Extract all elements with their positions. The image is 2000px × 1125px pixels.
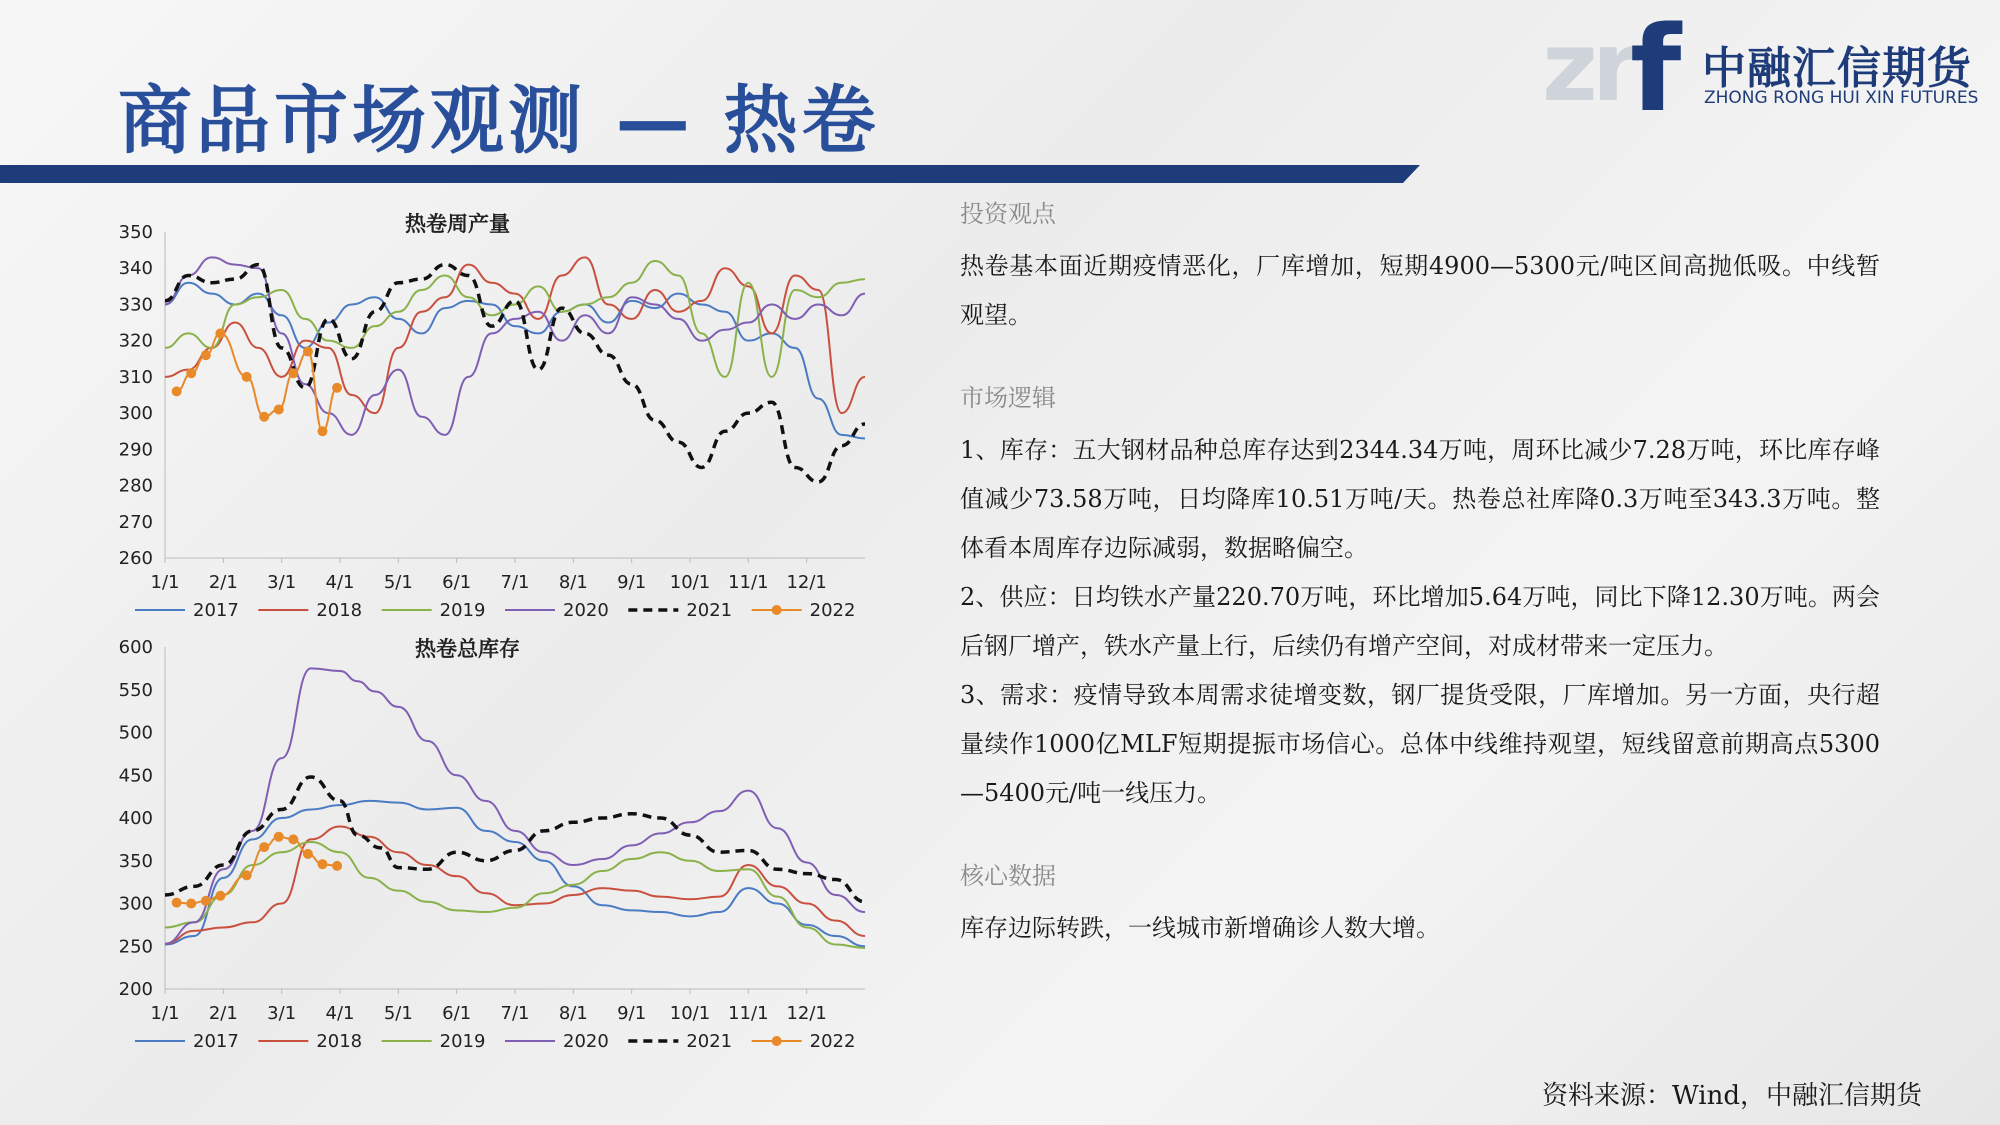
data-point-2022 bbox=[172, 386, 182, 396]
x-tick-label: 4/1 bbox=[325, 1003, 355, 1024]
legend-label: 2020 bbox=[563, 600, 609, 621]
paragraph: 库存边际转跌，一线城市新增确诊人数大增。 bbox=[960, 914, 1440, 942]
x-tick-label: 6/1 bbox=[442, 572, 472, 593]
x-tick-label: 12/1 bbox=[786, 1003, 827, 1024]
series-line-2020 bbox=[165, 668, 865, 943]
title-underline-bar bbox=[0, 165, 1420, 183]
data-point-2022 bbox=[303, 849, 313, 859]
y-tick-label: 350 bbox=[118, 222, 153, 243]
y-tick-label: 270 bbox=[118, 511, 153, 533]
data-point-2022 bbox=[288, 368, 298, 378]
section-title: 投资观点 bbox=[960, 200, 1056, 228]
x-tick-label: 3/1 bbox=[267, 572, 297, 593]
y-tick-label: 600 bbox=[118, 637, 153, 658]
legend-label: 2022 bbox=[809, 600, 856, 621]
x-tick-label: 5/1 bbox=[383, 572, 413, 593]
y-tick-label: 500 bbox=[118, 722, 153, 744]
legend-label: 2021 bbox=[686, 1031, 733, 1052]
x-tick-label: 1/1 bbox=[150, 1003, 180, 1024]
logo-letter: f bbox=[1630, 0, 1682, 138]
x-tick-label: 7/1 bbox=[500, 572, 530, 593]
x-tick-label: 12/1 bbox=[786, 572, 827, 593]
legend-marker-2022 bbox=[772, 605, 782, 615]
x-tick-label: 7/1 bbox=[500, 1003, 530, 1024]
y-tick-label: 260 bbox=[118, 548, 153, 569]
x-tick-label: 6/1 bbox=[442, 1003, 472, 1024]
logo-english-name: ZHONG RONG HUI XIN FUTURES bbox=[1704, 88, 1979, 108]
legend-label: 2017 bbox=[193, 600, 239, 621]
section-investment-view bbox=[960, 196, 1880, 340]
section-market-logic bbox=[960, 380, 1880, 818]
x-tick-label: 9/1 bbox=[617, 1003, 647, 1024]
header bbox=[0, 0, 2000, 190]
data-point-2022 bbox=[318, 859, 328, 869]
x-tick-label: 11/1 bbox=[728, 572, 769, 593]
data-point-2022 bbox=[274, 404, 284, 414]
chart-title: 热卷总库存 bbox=[415, 637, 520, 661]
legend-label: 2018 bbox=[316, 1031, 363, 1052]
x-tick-label: 5/1 bbox=[383, 1003, 413, 1024]
paragraph: 2、供应：日均铁水产量220.70万吨，环比增加5.64万吨，同比下降12.30万吨。两会后钢厂增产，铁水产量上行，后续仍有增产空间，对成材带来一定压力。 bbox=[960, 583, 1880, 660]
y-tick-label: 290 bbox=[118, 439, 153, 461]
legend-label: 2017 bbox=[193, 1031, 239, 1052]
y-tick-label: 400 bbox=[118, 808, 153, 829]
data-point-2022 bbox=[288, 834, 298, 844]
data-point-2022 bbox=[259, 842, 269, 852]
x-tick-label: 2/1 bbox=[208, 572, 238, 593]
legend-marker-2022 bbox=[772, 1036, 782, 1046]
y-tick-label: 300 bbox=[118, 893, 153, 915]
section-title: 市场逻辑 bbox=[960, 384, 1056, 412]
logo-chinese-name: 中融汇信期货 bbox=[1702, 43, 1972, 94]
y-tick-label: 340 bbox=[118, 258, 153, 280]
x-tick-label: 10/1 bbox=[669, 1003, 711, 1024]
series-line-2022 bbox=[177, 837, 337, 904]
paragraph: 热卷基本面近期疫情恶化，厂库增加，短期4900—5300元/吨区间高抛低吸。中线暂观望。 bbox=[960, 252, 1880, 329]
page-title: 商品市场观测 — 热卷 bbox=[118, 78, 880, 164]
section-title: 核心数据 bbox=[960, 862, 1056, 890]
legend-label: 2020 bbox=[563, 1031, 609, 1052]
x-tick-label: 11/1 bbox=[728, 1003, 769, 1024]
data-point-2022 bbox=[303, 347, 313, 357]
y-tick-label: 450 bbox=[118, 765, 153, 787]
series-line-2017 bbox=[165, 801, 865, 946]
series-line-2021 bbox=[165, 777, 865, 902]
weekly-output-chart bbox=[95, 200, 895, 644]
y-tick-label: 320 bbox=[118, 330, 153, 352]
legend-label: 2019 bbox=[439, 1031, 486, 1052]
x-tick-label: 4/1 bbox=[325, 572, 355, 593]
x-tick-label: 10/1 bbox=[669, 572, 711, 593]
x-tick-label: 8/1 bbox=[558, 1003, 588, 1024]
data-point-2022 bbox=[332, 861, 342, 871]
analysis-panel bbox=[960, 196, 1880, 953]
y-tick-label: 300 bbox=[118, 403, 153, 425]
paragraph: 1、库存：五大钢材品种总库存达到2344.34万吨，周环比减少7.28万吨，环比库存峰值减少73.58万吨，日均降库10.51万吨/天。热卷总社库降0.3万吨至343.3万吨。整体看本周库存边际减弱，数据略偏空。 bbox=[960, 436, 1880, 562]
data-point-2022 bbox=[186, 368, 196, 378]
y-tick-label: 200 bbox=[118, 979, 153, 1000]
data-point-2022 bbox=[201, 350, 211, 360]
data-point-2022 bbox=[318, 426, 328, 436]
weekly-output-chart-svg bbox=[95, 200, 895, 640]
data-point-2022 bbox=[274, 832, 284, 842]
data-point-2022 bbox=[332, 383, 342, 393]
data-point-2022 bbox=[215, 328, 225, 338]
y-tick-label: 310 bbox=[118, 366, 153, 388]
series-line-2019 bbox=[165, 842, 865, 948]
y-tick-label: 330 bbox=[118, 294, 153, 316]
company-logo bbox=[1542, 0, 1979, 138]
y-tick-label: 350 bbox=[118, 850, 153, 872]
legend-label: 2018 bbox=[316, 600, 363, 621]
x-tick-label: 1/1 bbox=[150, 572, 180, 593]
paragraph: 3、需求：疫情导致本周需求徒增变数，钢厂提货受限，厂库增加。另一方面，央行超量续作1000亿MLF短期提振市场信心。总体中线维持观望，短线留意前期高点5300—5400元/吨一线压力。 bbox=[960, 681, 1880, 807]
chart-title: 热卷周产量 bbox=[405, 212, 510, 236]
data-point-2022 bbox=[172, 898, 182, 908]
logo-mark: zr bbox=[1542, 11, 1634, 123]
data-point-2022 bbox=[215, 891, 225, 901]
x-tick-label: 9/1 bbox=[617, 572, 647, 593]
legend-label: 2021 bbox=[686, 600, 733, 621]
x-tick-label: 3/1 bbox=[267, 1003, 297, 1024]
y-tick-label: 250 bbox=[118, 936, 153, 958]
data-point-2022 bbox=[242, 870, 252, 880]
data-source-note: 资料来源：Wind，中融汇信期货 bbox=[1542, 1081, 1922, 1111]
x-tick-label: 2/1 bbox=[208, 1003, 238, 1024]
x-tick-label: 8/1 bbox=[558, 572, 588, 593]
y-tick-label: 280 bbox=[118, 475, 153, 497]
y-tick-label: 550 bbox=[118, 679, 153, 701]
total-inventory-chart bbox=[95, 625, 895, 1079]
legend-label: 2022 bbox=[809, 1031, 856, 1052]
section-core-data bbox=[960, 858, 1880, 953]
data-point-2022 bbox=[186, 899, 196, 909]
data-point-2022 bbox=[259, 412, 269, 422]
total-inventory-chart-svg bbox=[95, 625, 895, 1075]
data-point-2022 bbox=[242, 372, 252, 382]
legend-label: 2019 bbox=[439, 600, 486, 621]
data-point-2022 bbox=[201, 896, 211, 906]
